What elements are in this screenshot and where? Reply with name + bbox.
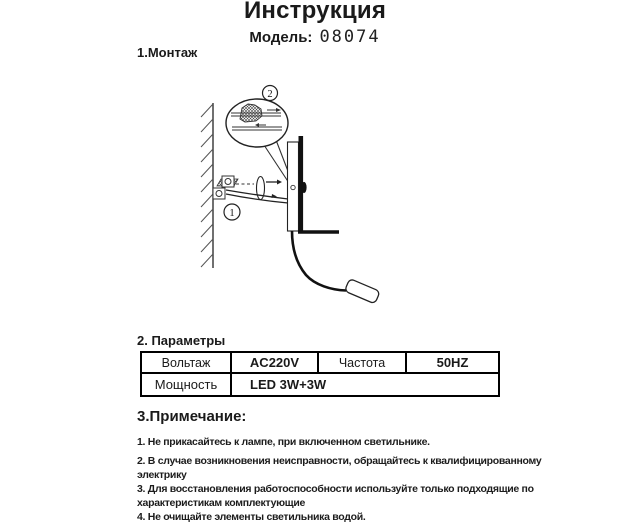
param-voltage-label: Вольтаж [141,352,231,373]
param-frequency-label: Частота [318,352,406,373]
note-number: 2. [137,455,146,467]
wall-hatching [201,104,213,267]
model-number: 08074 [319,27,381,47]
arrow-right-icon [277,180,282,185]
lamp-backplate [288,136,307,232]
note-text: электрику [137,469,187,481]
note-number: 1. [137,436,146,448]
step-2-number: 2 [267,89,273,100]
wiring-callout [226,99,288,147]
note-text: характеристикам комплектующие [137,497,306,509]
switch-knob [301,182,306,193]
notes-list [137,435,617,525]
table-row [141,352,499,373]
step-1-badge [224,204,240,220]
note-item [137,482,617,510]
lamp-head [344,279,380,304]
table-row [141,373,499,396]
note-item [137,435,617,449]
mount-hole [291,185,295,189]
screw-icon [225,179,231,185]
note-text: Не очищайте элементы светильника водой. [147,511,366,523]
note-number: 4. [137,511,146,523]
notes-heading: 3.Примечание: [137,408,247,425]
param-power-value: LED 3W+3W [231,373,499,396]
param-power-label: Мощность [141,373,231,396]
montage-heading: 1.Монтаж [137,45,198,60]
param-voltage-value: AC220V [231,352,318,373]
note-item [137,510,617,524]
param-frequency-value: 50HZ [406,352,499,373]
model-line [0,27,630,47]
note-item [137,454,617,482]
note-text: Для восстановления работоспособности используйте только подходящие по [147,483,534,495]
screw-icon [216,191,222,197]
note-number: 3. [137,483,146,495]
model-label: Модель: [249,29,313,46]
step-2-badge [263,86,278,101]
flex-cord [292,231,346,291]
parameters-table [140,351,500,397]
parameters-heading: 2. Параметры [137,333,226,348]
note-text: В случае возникновения неисправности, обращайтесь к квалифицированному [147,455,542,467]
page-title: Инструкция [243,0,387,24]
note-text: Не прикасайтесь к лампе, при включенном светильнике. [147,436,430,448]
montage-diagram [185,78,395,333]
wall [201,103,213,268]
step-1-number: 1 [229,208,235,219]
